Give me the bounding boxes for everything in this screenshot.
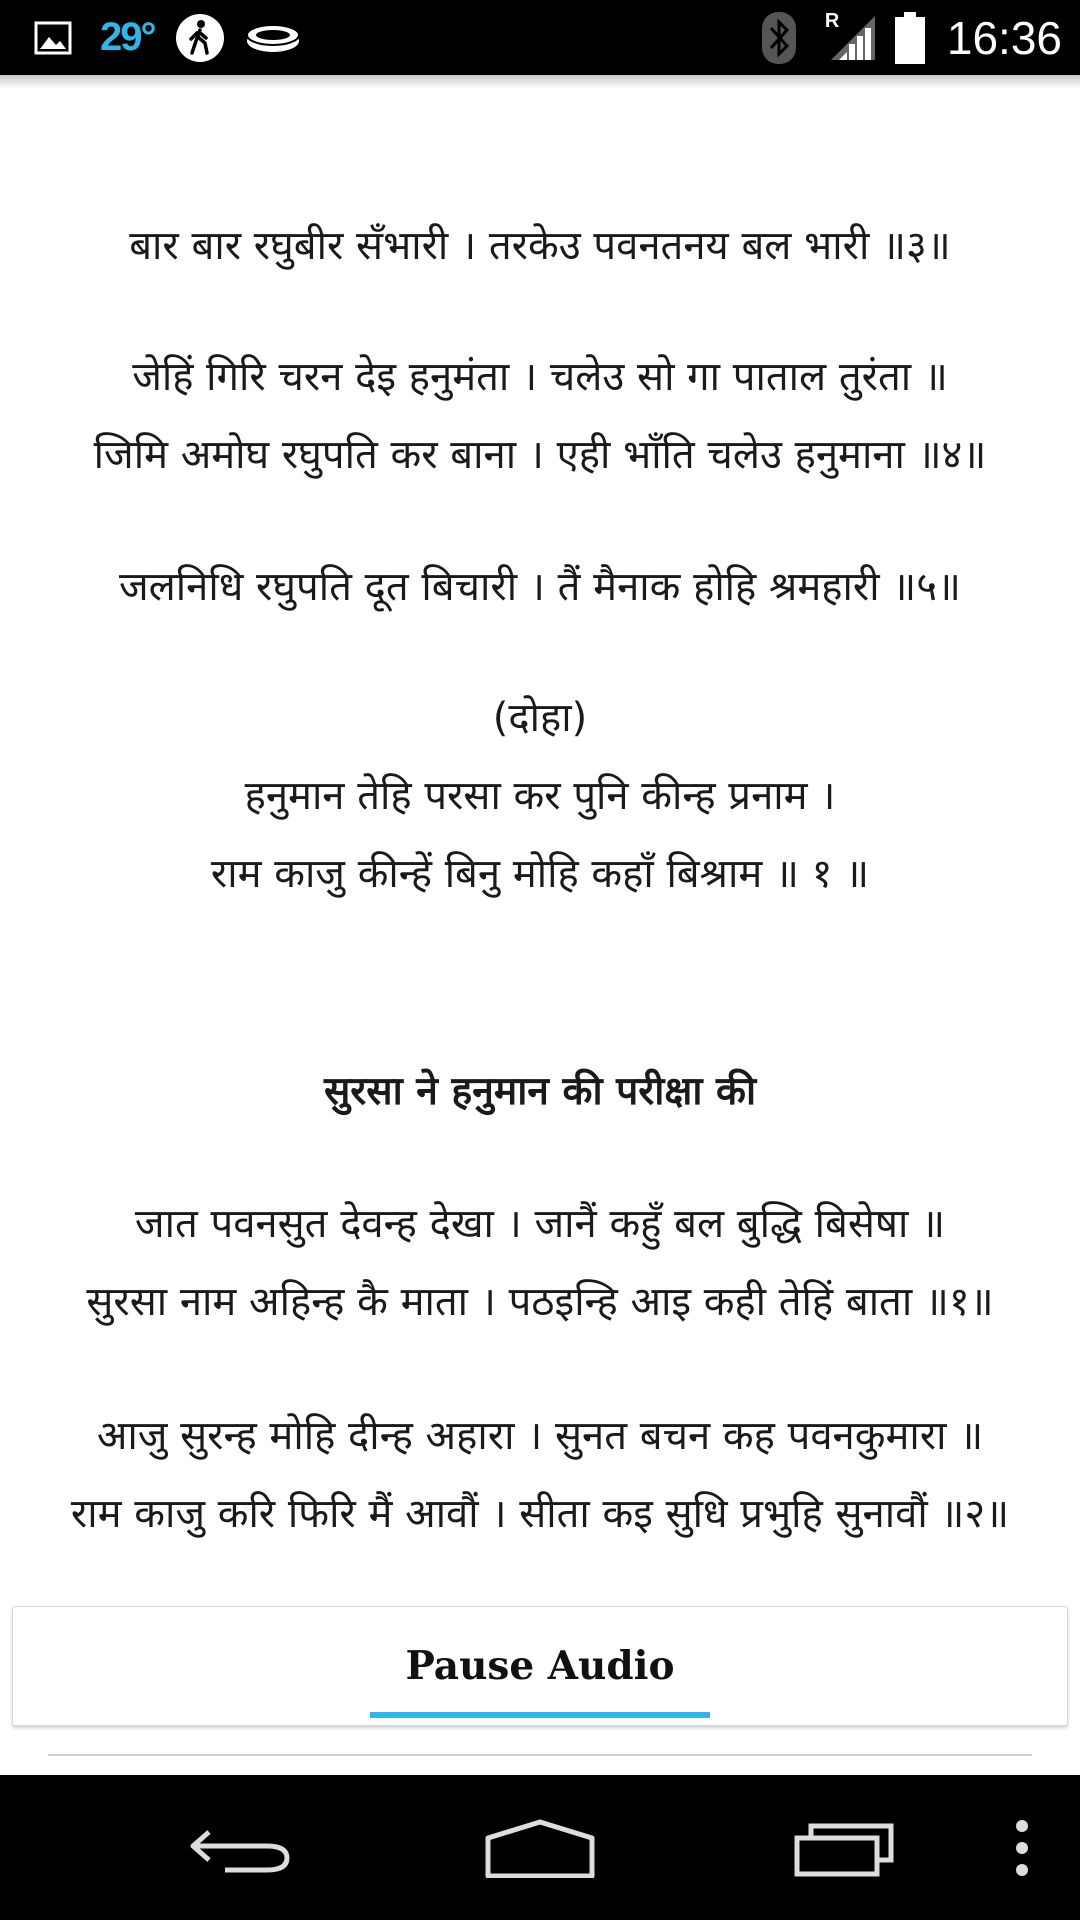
audio-active-indicator xyxy=(370,1712,710,1718)
ring-icon xyxy=(245,21,301,55)
verse-line: जिमि अमोघ रघुपति कर बाना । एही भाँति चलेउ हनुमाना ॥४॥ xyxy=(93,432,987,478)
verse-line: राम काजु कीन्हें बिनु मोहि कहाँ बिश्राम ॥ १ ॥ xyxy=(210,851,870,897)
recent-apps-icon xyxy=(793,1818,897,1882)
verse-content[interactable] xyxy=(0,75,1080,1775)
divider xyxy=(48,1754,1032,1756)
section-heading: सुरसा ने हनुमान की परीक्षा की xyxy=(323,1069,757,1114)
status-bar-left xyxy=(34,0,301,75)
home-icon xyxy=(484,1818,596,1882)
verse-line: जलनिधि रघुपति दूत बिचारी । तैं मैनाक होहि श्रमहारी ॥५॥ xyxy=(119,564,961,610)
pause-audio-button[interactable] xyxy=(12,1606,1068,1726)
verse-line: हनुमान तेहि परसा कर पुनि कीन्ह प्रनाम । xyxy=(244,773,836,819)
status-bar xyxy=(0,0,1080,75)
verse-line: जात पवनसुत देवन्ह देखा । जानैं कहुँ बल बुद्धि बिसेषा ॥ xyxy=(134,1201,946,1247)
doha-label: (दोहा) xyxy=(492,695,588,741)
verse-line: जेहिं गिरि चरन देइ हनुमंता । चलेउ सो गा पाताल तुरंता ॥ xyxy=(132,354,948,400)
back-icon xyxy=(185,1818,295,1882)
verse-line: राम काजु करि फिरि मैं आवौं । सीता कइ सुधि प्रभुहि सुनावौं ॥२॥ xyxy=(70,1491,1010,1537)
pause-audio-label: Pause Audio xyxy=(405,1643,675,1689)
bluetooth-icon xyxy=(761,11,797,65)
gallery-icon xyxy=(34,21,72,55)
temperature-text: 29° xyxy=(100,15,155,59)
overflow-menu-icon xyxy=(1014,1818,1030,1882)
status-bar-right xyxy=(761,0,1062,75)
overflow-menu-button[interactable] xyxy=(1000,1805,1044,1895)
action-bar-shadow xyxy=(0,75,1080,89)
clock-text: 16:36 xyxy=(946,11,1062,64)
verse-line: बार बार रघुबीर सँभारी । तरकेउ पवनतनय बल भारी ॥३॥ xyxy=(129,223,951,269)
recent-apps-button[interactable] xyxy=(785,1805,905,1895)
navigation-bar xyxy=(0,1775,1080,1920)
back-button[interactable] xyxy=(180,1805,300,1895)
signal-roaming-badge: R xyxy=(824,9,840,32)
verse-line: सुरसा नाम अहिन्ह कै माता । पठइन्हि आइ कही तेहिं बाता ॥१॥ xyxy=(86,1279,994,1325)
signal-icon xyxy=(824,9,877,62)
walking-icon xyxy=(175,13,225,63)
verse-line: आजु सुरन्ह मोहि दीन्ह अहारा । सुनत बचन कह पवनकुमारा ॥ xyxy=(96,1413,984,1459)
home-button[interactable] xyxy=(480,1805,600,1895)
battery-icon xyxy=(895,12,925,64)
